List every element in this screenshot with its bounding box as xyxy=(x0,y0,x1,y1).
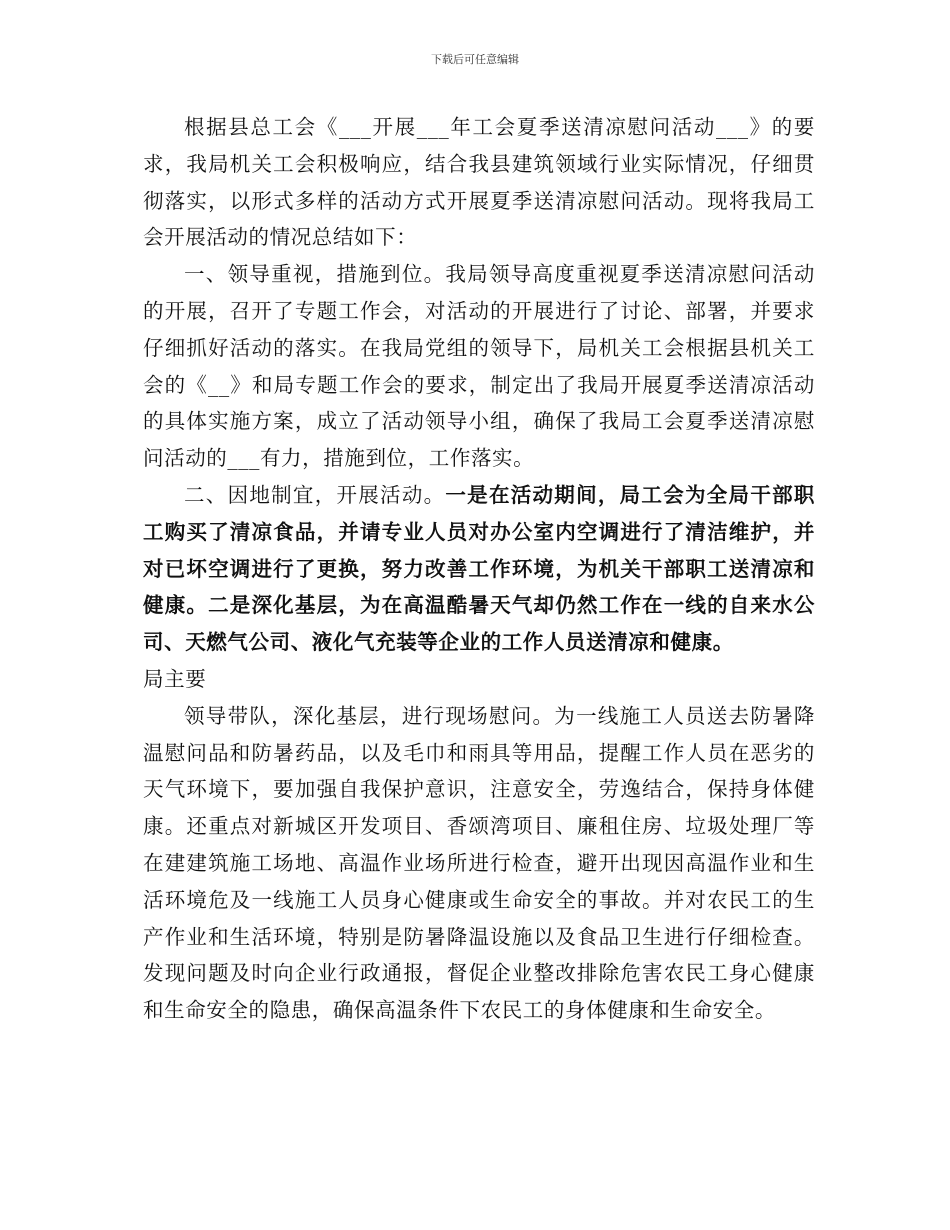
page-header: 下载后可任意编辑 xyxy=(431,53,519,66)
section-two-bold-text: 一是在活动期间，局工会为全局干部职工购买了清凉食品，并请专业人员对办公室内空调进行了清洁维护，并对已坏空调进行了更换，努力改善工作环境，为机关干部职工送清凉和健康。二是深化基层，为在高温酷暑天气却仍然工作在一线的自来水公司、天燃气公司、液化气充装等企业的工作人员送清凉和健康。 xyxy=(143,482,816,655)
paragraph-site-visits: 领导带队，深化基层，进行现场慰问。为一线施工人员送去防暑降温慰问品和防暑药品，以及毛巾和雨具等用品，提醒工作人员在恶劣的天气环境下，要加强自我保护意识，注意安全，劳逸结合，保持身体健康。还重点对新城区开发项目、香颂湾项目、廉租住房、垃圾处理厂等在建建筑施工场地、高温作业场所进行检查，避开出现因高温作业和生活环境危及一线施工人员身心健康或生命安全的事故。并对农民工的生产作业和生活环境，特别是防暑降温设施以及食品卫生进行仔细检查。发现问题及时向企业行政通报，督促企业整改排除危害农民工身心健康和生命安全的隐患，确保高温条件下农民工的身体健康和生命安全。 xyxy=(143,703,815,1023)
paragraph-section-one: 一、领导重视，措施到位。我局领导高度重视夏季送清凉慰问活动的开展，召开了专题工作会，对活动的开展进行了讨论、部署，并要求仔细抓好活动的落实。在我局党组的领导下，局机关工会根据县机关工会的《__》和局专题工作会的要求，制定出了我局开展夏季送清凉活动的具体实施方案，成立了活动领导小组，确保了我局工会夏季送清凉慰问活动的___有力，措施到位，工作落实。 xyxy=(143,262,815,471)
paragraph-fragment: 局主要 xyxy=(143,666,207,691)
section-two-lead: 二、因地制宜，开展活动。 xyxy=(184,482,446,507)
document-body xyxy=(143,109,815,1029)
paragraph-section-two xyxy=(143,477,815,661)
paragraph-intro: 根据县总工会《___开展___年工会夏季送清凉慰问活动___》的要求，我局机关工会积极响应，结合我县建筑领域行业实际情况，仔细贯彻落实，以形式多样的活动方式开展夏季送清凉慰问活动。现将我局工会开展活动的情况总结如下： xyxy=(143,115,815,250)
